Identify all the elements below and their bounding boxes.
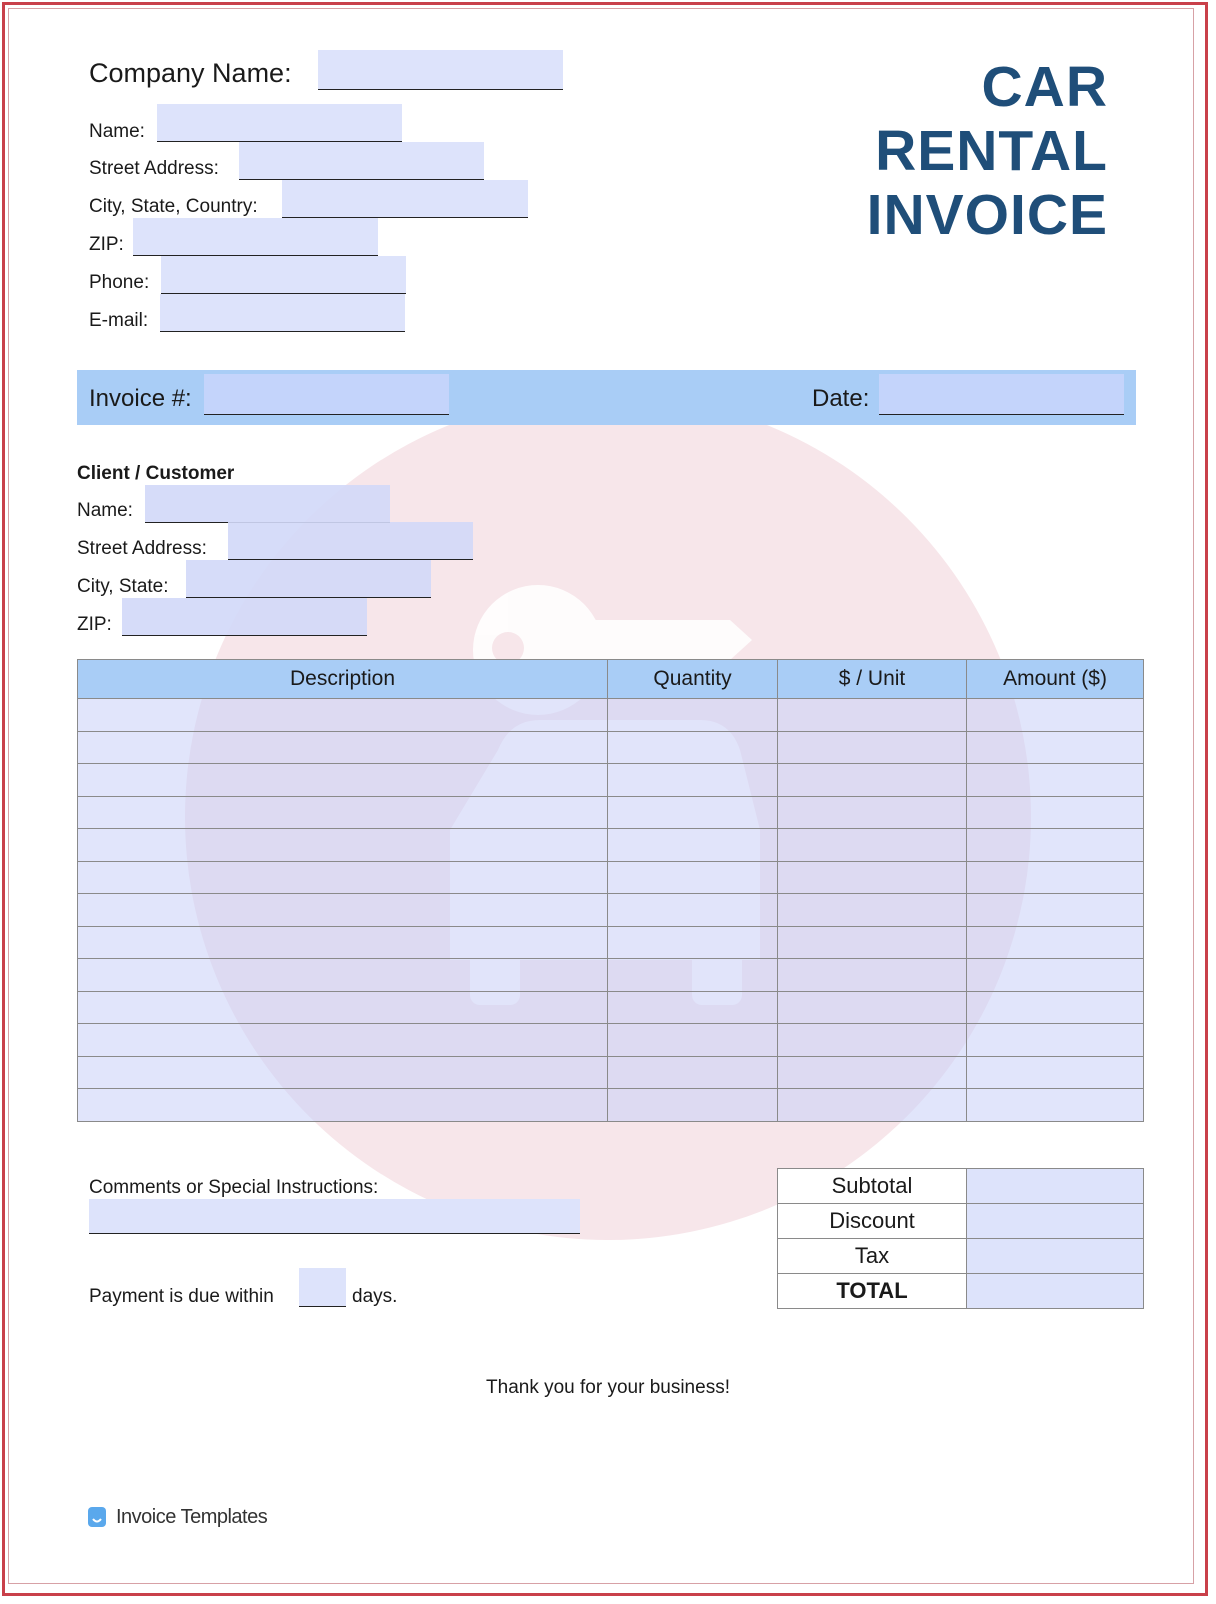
amount-cell[interactable] xyxy=(967,991,1144,1024)
description-cell[interactable] xyxy=(78,829,608,862)
quantity-cell[interactable] xyxy=(608,1089,778,1122)
items-header-row xyxy=(78,660,1144,699)
unit-price-cell[interactable] xyxy=(778,796,967,829)
quantity-cell[interactable] xyxy=(608,991,778,1024)
title-line-2: RENTAL xyxy=(875,119,1108,183)
quantity-cell[interactable] xyxy=(608,731,778,764)
table-row xyxy=(78,959,1144,992)
table-row xyxy=(78,1089,1144,1122)
comments-field[interactable] xyxy=(89,1199,580,1234)
client-street-field[interactable] xyxy=(228,522,473,560)
email-field[interactable] xyxy=(160,294,405,332)
client-name-field[interactable] xyxy=(145,485,390,523)
amount-cell[interactable] xyxy=(967,861,1144,894)
subtotal-label: Subtotal xyxy=(778,1169,967,1204)
total-field[interactable] xyxy=(967,1274,1144,1309)
totals-row-discount xyxy=(778,1204,1144,1239)
table-row xyxy=(78,991,1144,1024)
unit-price-cell[interactable] xyxy=(778,861,967,894)
table-row xyxy=(78,1056,1144,1089)
invoice-number-field[interactable] xyxy=(204,374,449,415)
title-line-1: CAR xyxy=(981,55,1108,119)
amount-cell[interactable] xyxy=(967,894,1144,927)
thank-you-message: Thank you for your business! xyxy=(486,1377,730,1398)
title-line-3: INVOICE xyxy=(866,183,1108,247)
quantity-cell[interactable] xyxy=(608,699,778,732)
table-row xyxy=(78,764,1144,797)
column-header-description: Description xyxy=(78,660,608,699)
total-label: TOTAL xyxy=(778,1274,967,1309)
invoice-number-label: Invoice #: xyxy=(89,385,192,412)
totals-table xyxy=(777,1168,1144,1309)
quantity-cell[interactable] xyxy=(608,764,778,797)
client-city-field[interactable] xyxy=(186,560,431,598)
street-address-field[interactable] xyxy=(239,142,484,180)
items-table xyxy=(77,659,1144,1122)
column-header-unit-price: $ / Unit xyxy=(778,660,967,699)
table-row xyxy=(78,1024,1144,1057)
table-row xyxy=(78,894,1144,927)
description-cell[interactable] xyxy=(78,1024,608,1057)
payment-days-field[interactable] xyxy=(299,1268,346,1307)
description-cell[interactable] xyxy=(78,861,608,894)
unit-price-cell[interactable] xyxy=(778,829,967,862)
client-zip-label: ZIP: xyxy=(77,614,112,635)
unit-price-cell[interactable] xyxy=(778,926,967,959)
description-cell[interactable] xyxy=(78,731,608,764)
phone-label: Phone: xyxy=(89,272,150,293)
unit-price-cell[interactable] xyxy=(778,894,967,927)
description-cell[interactable] xyxy=(78,991,608,1024)
payment-due-prefix: Payment is due within xyxy=(89,1286,274,1307)
table-row xyxy=(78,926,1144,959)
discount-label: Discount xyxy=(778,1204,967,1239)
table-row xyxy=(78,731,1144,764)
client-street-label: Street Address: xyxy=(77,538,207,559)
client-heading: Client / Customer xyxy=(77,463,235,484)
description-cell[interactable] xyxy=(78,1056,608,1089)
column-header-quantity: Quantity xyxy=(608,660,778,699)
unit-price-cell[interactable] xyxy=(778,1089,967,1122)
unit-price-cell[interactable] xyxy=(778,731,967,764)
unit-price-cell[interactable] xyxy=(778,699,967,732)
table-row xyxy=(78,796,1144,829)
unit-price-cell[interactable] xyxy=(778,1056,967,1089)
quantity-cell[interactable] xyxy=(608,1056,778,1089)
description-cell[interactable] xyxy=(78,1089,608,1122)
zip-field[interactable] xyxy=(133,218,378,256)
quantity-cell[interactable] xyxy=(608,959,778,992)
amount-cell[interactable] xyxy=(967,829,1144,862)
table-row xyxy=(78,829,1144,862)
quantity-cell[interactable] xyxy=(608,796,778,829)
city-state-country-field[interactable] xyxy=(282,180,528,218)
amount-cell[interactable] xyxy=(967,926,1144,959)
payment-due-suffix: days. xyxy=(352,1286,398,1307)
description-cell[interactable] xyxy=(78,699,608,732)
tax-field[interactable] xyxy=(967,1239,1144,1274)
name-field[interactable] xyxy=(157,104,402,142)
date-label: Date: xyxy=(812,385,870,412)
totals-row-tax xyxy=(778,1239,1144,1274)
amount-cell[interactable] xyxy=(967,796,1144,829)
zip-label: ZIP: xyxy=(89,234,124,255)
street-address-label: Street Address: xyxy=(89,158,219,179)
column-header-amount: Amount ($) xyxy=(967,660,1144,699)
totals-row-total xyxy=(778,1274,1144,1309)
quantity-cell[interactable] xyxy=(608,1024,778,1057)
items-body xyxy=(78,699,1144,1122)
amount-cell[interactable] xyxy=(967,764,1144,797)
description-cell[interactable] xyxy=(78,959,608,992)
quantity-cell[interactable] xyxy=(608,861,778,894)
amount-cell[interactable] xyxy=(967,699,1144,732)
invoice-templates-logo-icon xyxy=(87,1506,107,1528)
amount-cell[interactable] xyxy=(967,1056,1144,1089)
unit-price-cell[interactable] xyxy=(778,764,967,797)
description-cell[interactable] xyxy=(78,796,608,829)
date-field[interactable] xyxy=(879,374,1124,415)
phone-field[interactable] xyxy=(161,256,406,294)
description-cell[interactable] xyxy=(78,894,608,927)
description-cell[interactable] xyxy=(78,764,608,797)
table-row xyxy=(78,861,1144,894)
company-name-field[interactable] xyxy=(318,50,563,90)
amount-cell[interactable] xyxy=(967,731,1144,764)
amount-cell[interactable] xyxy=(967,1024,1144,1057)
amount-cell[interactable] xyxy=(967,1089,1144,1122)
comments-label: Comments or Special Instructions: xyxy=(89,1177,379,1198)
tax-label: Tax xyxy=(778,1239,967,1274)
quantity-cell[interactable] xyxy=(608,926,778,959)
unit-price-cell[interactable] xyxy=(778,959,967,992)
brand-name[interactable]: Invoice Templates xyxy=(116,1506,268,1528)
quantity-cell[interactable] xyxy=(608,829,778,862)
amount-cell[interactable] xyxy=(967,959,1144,992)
company-name-label: Company Name: xyxy=(89,58,292,88)
name-label: Name: xyxy=(89,121,145,142)
table-row xyxy=(78,699,1144,732)
city-state-country-label: City, State, Country: xyxy=(89,196,258,217)
discount-field[interactable] xyxy=(967,1204,1144,1239)
unit-price-cell[interactable] xyxy=(778,991,967,1024)
description-cell[interactable] xyxy=(78,926,608,959)
client-zip-field[interactable] xyxy=(122,598,367,636)
totals-row-subtotal xyxy=(778,1169,1144,1204)
unit-price-cell[interactable] xyxy=(778,1024,967,1057)
client-city-label: City, State: xyxy=(77,576,169,597)
quantity-cell[interactable] xyxy=(608,894,778,927)
client-name-label: Name: xyxy=(77,500,133,521)
email-label: E-mail: xyxy=(89,310,149,331)
subtotal-field[interactable] xyxy=(967,1169,1144,1204)
document-title xyxy=(867,55,1108,247)
